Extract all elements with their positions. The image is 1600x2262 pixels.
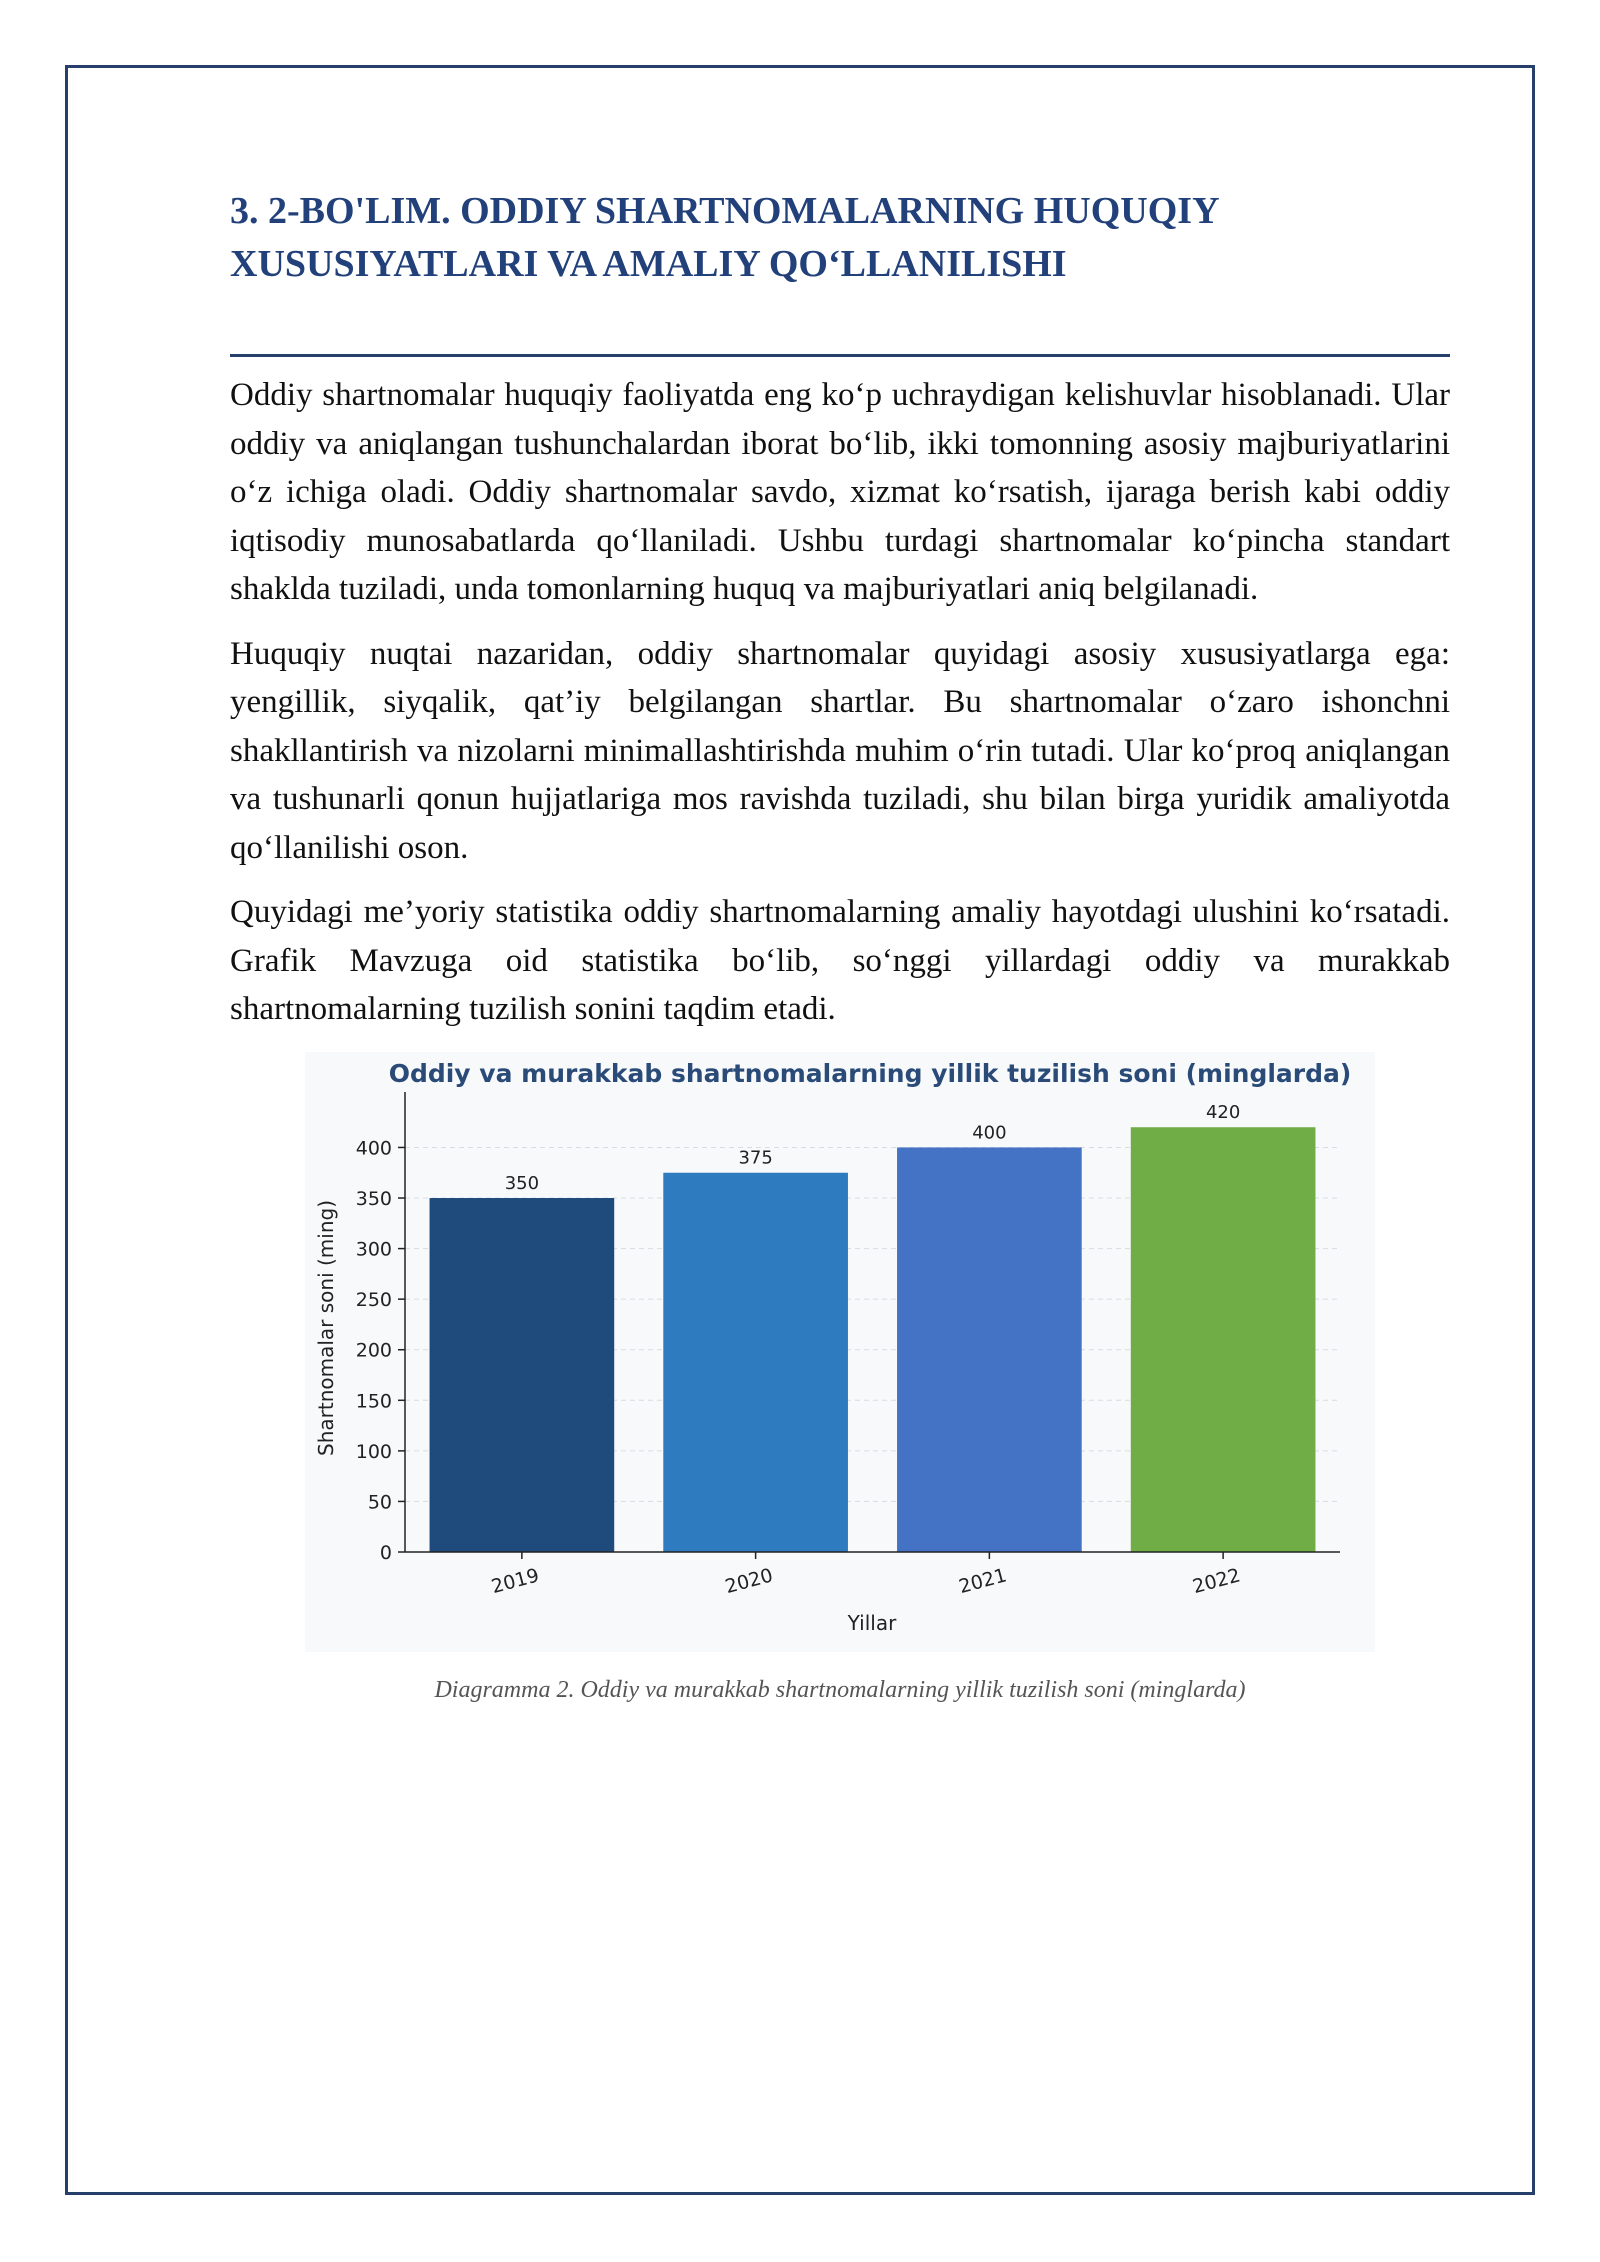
bar-chart xyxy=(305,1052,1375,1652)
chart-title: Oddiy va murakkab shartnomalarning yillik tuzilish soni (minglarda) xyxy=(388,1058,1352,1088)
y-tick-label: 300 xyxy=(355,1238,392,1261)
x-tick-label-2022: 2022 xyxy=(1190,1563,1243,1598)
bar-2019 xyxy=(430,1198,615,1552)
chart-bars xyxy=(430,1102,1316,1552)
bar-2022 xyxy=(1131,1127,1316,1552)
y-tick-label: 200 xyxy=(355,1339,392,1362)
data-label-2020: 375 xyxy=(738,1147,773,1169)
section-title-line-2: XUSUSIYATLARI VA AMALIY QO‘LLANILISHI xyxy=(230,243,1067,285)
y-tick-label: 250 xyxy=(355,1288,392,1311)
bar-2021 xyxy=(897,1147,1082,1552)
y-tick-label: 350 xyxy=(355,1187,392,1210)
title-divider xyxy=(230,354,1450,357)
section-title-line-1: 3. 2-BO'LIM. ODDIY SHARTNOMALARNING HUQUQIY xyxy=(230,190,1220,232)
x-tick-label-2020: 2020 xyxy=(722,1563,776,1598)
y-axis-label: Shartnomalar soni (ming) xyxy=(314,1199,338,1456)
y-tick-label: 150 xyxy=(355,1389,392,1412)
y-tick-label: 0 xyxy=(379,1541,392,1564)
y-tick-label: 400 xyxy=(355,1136,392,1159)
y-tick-label: 100 xyxy=(355,1440,392,1463)
paragraph-3: Quyidagi me’yoriy statistika oddiy shartnomalarning amaliy hayotdagi ulushini ko‘rsatadi. Grafik Mavzuga oid statistika bo‘lib, so‘nggi yillardagi oddiy va murakkab shartnomalarning tuzilish sonini taqdim etadi. xyxy=(230,894,1450,1027)
page-content xyxy=(230,185,1450,1706)
data-label-2022: 420 xyxy=(1205,1101,1241,1123)
x-tick-label-2019: 2019 xyxy=(489,1563,542,1598)
bar-2020 xyxy=(663,1172,848,1551)
bar-chart-svg xyxy=(305,1052,1375,1652)
data-label-2021: 400 xyxy=(972,1121,1007,1143)
x-axis-label: Yillar xyxy=(847,1610,897,1635)
paragraph-2: Huquqiy nuqtai nazaridan, oddiy shartnomalar quyidagi asosiy xususiyatlarga ega: yengillik, siyqalik, qat’iy belgilangan shartlar. Bu shartnomalar o‘zaro ishonchni shakllantirish va nizolarni minimallashtirishda muhim o‘rin tutadi. Ular ko‘proq aniqlangan va tushunarli qonun hujjatlariga mos ravishda tuziladi, shu bilan birga yuridik amaliyotda qo‘llanilishi oson. xyxy=(230,635,1450,866)
data-label-2019: 350 xyxy=(504,1172,540,1194)
y-tick-label: 50 xyxy=(367,1490,392,1513)
paragraph-1: Oddiy shartnomalar huquqiy faoliyatda eng ko‘p uchraydigan kelishuvlar hisoblanadi. Ular oddiy va aniqlangan tushunchalardan iborat bo‘lib, ikki tomonning asosiy majburiyatlarini o‘z ichiga oladi. Oddiy shartnomalar savdo, xizmat ko‘rsatish, ijaraga berish kabi oddiy iqtisodiy munosabatlarda qo‘llaniladi. Ushbu turdagi shartnomalar ko‘pincha standart shaklda tuziladi, unda tomonlarning huquq va majburiyatlari aniq belgilanadi. xyxy=(230,377,1450,607)
x-tick-label-2021: 2021 xyxy=(956,1563,1010,1598)
chart-caption: Diagramma 2. Oddiy va murakkab shartnomalarning yillik tuzilish soni (minglarda) xyxy=(434,1676,1246,1703)
section-title xyxy=(230,185,1450,291)
